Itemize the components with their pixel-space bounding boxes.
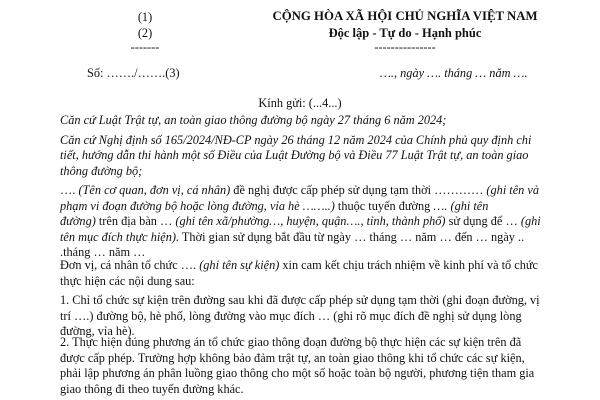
text: sử dụng để … (445, 214, 521, 229)
issuer-ref-2: (2) (137, 26, 153, 40)
text: (ghi tên xã/phường…, huyện, quận…., tỉnh, thành phố) (175, 214, 446, 229)
document-date: …., ngày …. tháng … năm …. (380, 66, 528, 80)
text: giao thông đi theo tuyến đường khác. (60, 381, 244, 396)
legal-basis-line: Căn cứ Luật Trật tự, an toàn giao thông đường bộ ngày 27 tháng 6 năm 2024; (60, 113, 447, 127)
text: Thời gian sử dụng bắt đầu từ ngày … tháng … năm … đến … ngày .. (179, 229, 525, 244)
document-number: Số: ……./…….(3) (87, 66, 180, 80)
legal-bases (60, 113, 580, 179)
nation-title: CỘNG HÒA XÃ HỘI CHỦ NGHĨA VIỆT NAM (272, 9, 538, 23)
commitment-item-2 (60, 335, 580, 397)
text: phải lập phương án phân luồng giao thông cho một số hoặc toàn bộ người, phương tiện tham gia (60, 366, 535, 381)
text: được cấp phép. Trường hợp không bảo đảm trật tự, an toàn giao thông khi tổ chức các sự kiện, (60, 350, 525, 365)
text: (ghi (520, 214, 541, 229)
text: …. (60, 183, 79, 197)
legal-basis-line: tiết, hướng dẫn thi hành một số Điều của Luật Đường bộ và Điều 77 Luật Trật tự, an toàn giao (60, 148, 529, 163)
text: thuộc tuyến đường (334, 198, 434, 213)
text: xin cam kết chịu trách nhiệm về kinh phí và tổ chức (279, 258, 538, 272)
request-paragraph (60, 183, 580, 261)
text: (Tên cơ quan, đơn vị, cá nhân) (78, 183, 231, 197)
text: trí ….) đường bộ, hè phố, lòng đường vào mục đích … (ghi rõ mục đích đề nghị sử dụng lòng (60, 308, 522, 323)
text: (ghi tên sự kiện) (199, 258, 280, 272)
issuer-rule: ------- (130, 40, 160, 54)
motto-rule: --------------- (374, 40, 436, 54)
text: đường) (60, 214, 96, 229)
text: 2. Thực hiện đúng phương án tổ chức giao thông đoạn đường bộ thực hiện các sự kiện trên đã (60, 335, 522, 349)
commitment-item-1 (60, 293, 580, 340)
text: trên địa bàn … (95, 214, 176, 229)
text: .tháng … năm … (60, 245, 146, 260)
text: thực hiện các nội dung sau: (60, 273, 195, 288)
recipient: Kính gửi: (...4...) (258, 96, 342, 110)
text: Đơn vị, cá nhân tổ chức …. (60, 258, 200, 272)
text: …. (ghi tên (433, 198, 489, 213)
legal-basis-line: thông đường bộ; (60, 163, 143, 178)
text: 1. Chỉ tổ chức sự kiện trên đường sau khi đã được cấp phép sử dụng tạm thời (ghi đoạn đường, vị (60, 293, 540, 307)
issuer-ref-1: (1) (137, 10, 153, 24)
text: tên mục đích thực hiện). (60, 229, 180, 244)
text: đường, vỉa hè). (60, 324, 135, 339)
legal-basis-line: Căn cứ Nghị định số 165/2024/NĐ-CP ngày 26 tháng 12 năm 2024 của Chính phủ quy định chi (60, 132, 532, 147)
text: phạm vi đoạn đường bộ hoặc lòng đường, vỉa hè ……..) (60, 198, 335, 213)
text: đề nghị được cấp phép sử dụng tạm thời ………… (230, 183, 487, 197)
commitment-paragraph (60, 258, 580, 289)
text: (ghi tên và (486, 183, 540, 197)
motto: Độc lập - Tự do - Hạnh phúc (328, 26, 482, 40)
